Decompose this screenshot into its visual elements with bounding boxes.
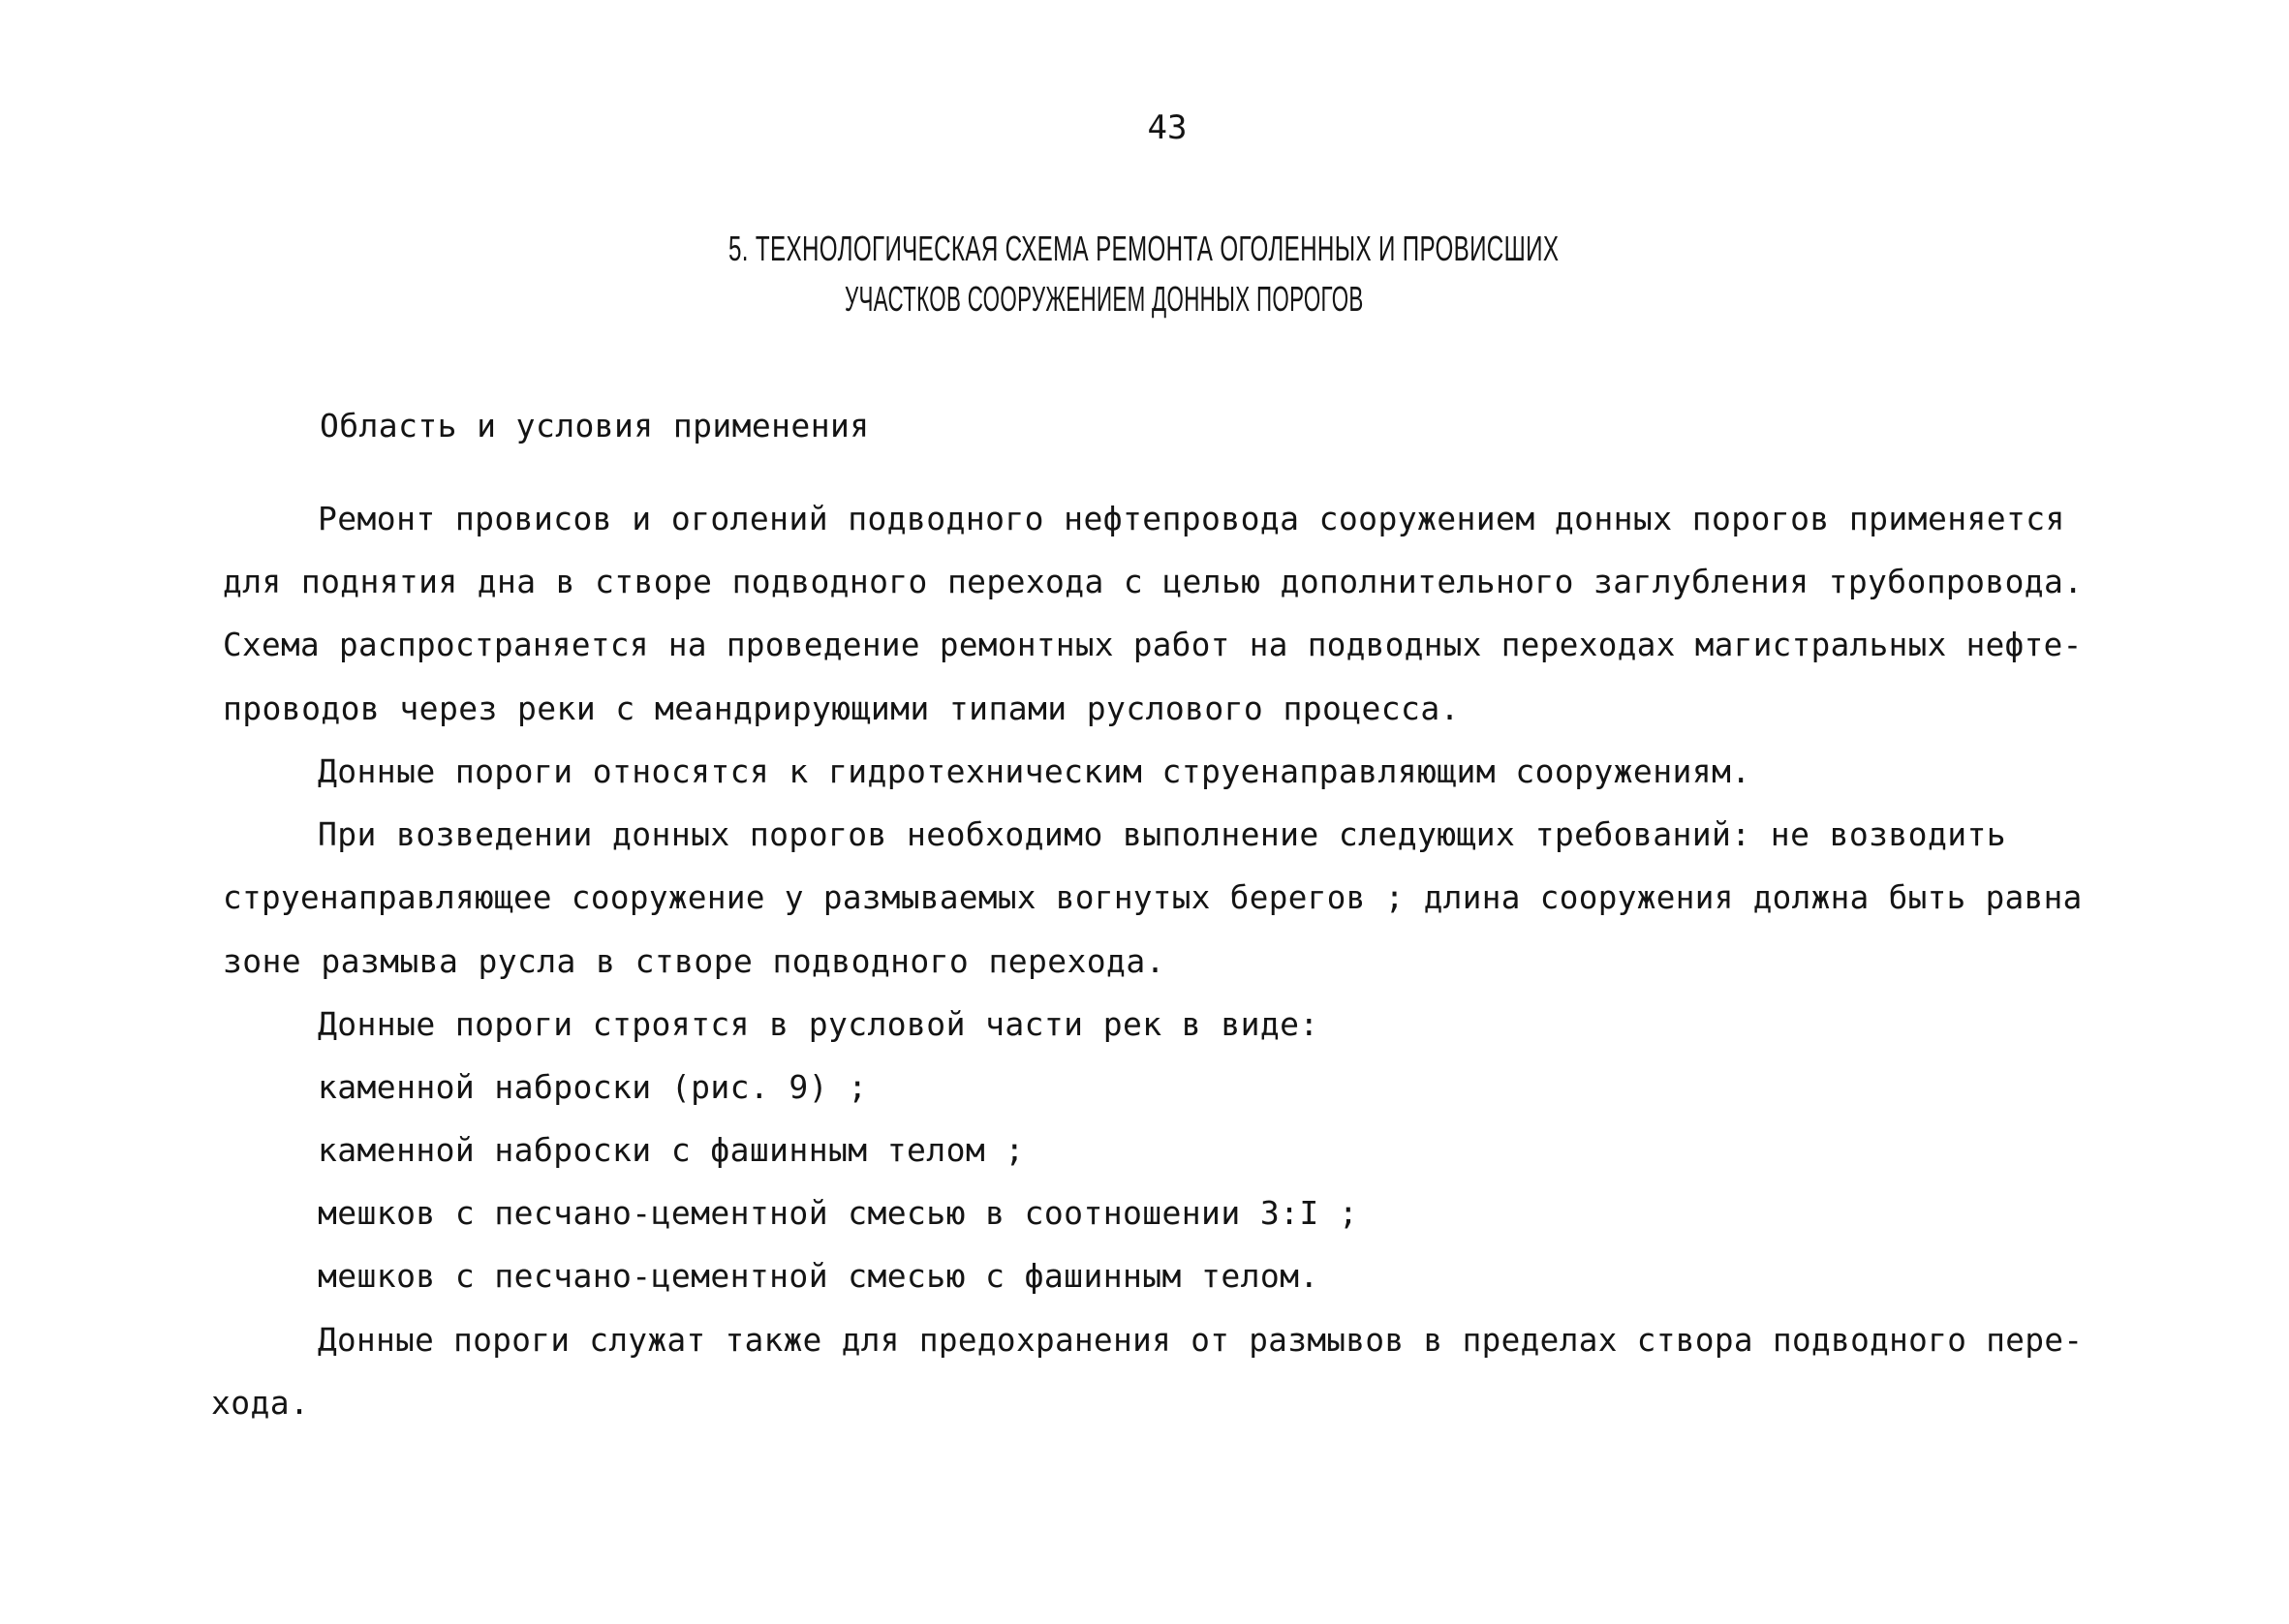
list-item: каменной наброски (рис. 9) ; xyxy=(318,1068,868,1106)
section-subtitle: Область и условия применения xyxy=(320,407,870,444)
paragraph-line: проводов через реки с меандрирующими типами руслового процесса. xyxy=(223,689,1460,727)
list-item: каменной наброски с фашинным телом ; xyxy=(318,1131,1025,1169)
paragraph-line: для поднятия дна в створе подводного перехода с целью дополнительного заглубления трубопровода. xyxy=(223,563,2084,600)
paragraph-line: Донные пороги относятся к гидротехническим струенаправляющим сооружениям. xyxy=(318,752,1751,790)
paragraph-line: Ремонт провисов и оголений подводного нефтепровода сооружением донных порогов применяется xyxy=(318,500,2065,537)
paragraph-line: хода. xyxy=(211,1384,310,1422)
list-item: мешков с песчано-цементной смесью с фашинным телом. xyxy=(318,1257,1319,1295)
section-heading-line-1: 5. ТЕХНОЛОГИЧЕСКАЯ СХЕМА РЕМОНТА ОГОЛЕННЫХ И ПРОВИСШИХ xyxy=(728,229,1560,268)
paragraph-line: струенаправляющее сооружение у размываемых вогнутых берегов ; длина сооружения должна быть равна xyxy=(223,878,2083,916)
list-item: мешков с песчано-цементной смесью в соотношении 3:I ; xyxy=(318,1194,1359,1232)
paragraph-line: зоне размыва русла в створе подводного перехода. xyxy=(223,942,1165,980)
section-heading-line-2: УЧАСТКОВ СООРУЖЕНИЕМ ДОННЫХ ПОРОГОВ xyxy=(845,279,1364,319)
page-number: 43 xyxy=(1147,108,1188,147)
paragraph-line: При возведении донных порогов необходимо выполнение следующих требований: не возводить xyxy=(318,815,2007,853)
paragraph-line: Схема распространяется на проведение ремонтных работ на подводных переходах магистральных нефте- xyxy=(223,626,2083,663)
paragraph-line: Донные пороги служат также для предохранения от размывов в пределах створа подводного пере- xyxy=(318,1321,2084,1359)
paragraph-line: Донные пороги строятся в русловой части рек в виде: xyxy=(318,1005,1319,1043)
